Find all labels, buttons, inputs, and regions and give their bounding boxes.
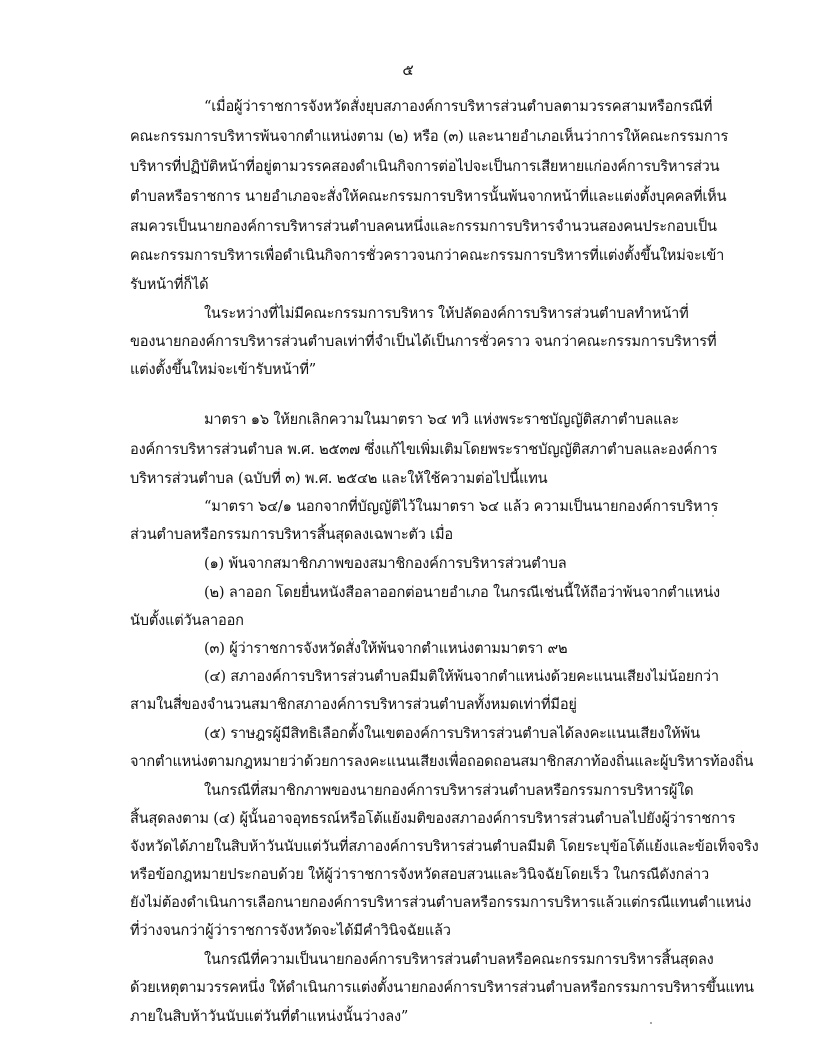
scan-speck bbox=[712, 515, 714, 517]
text-line: “เมื่อผู้ว่าราชการจังหวัดสั่งยุบสภาองค์การบริหารส่วนตำบลตามวรรคสามหรือกรณีที่ bbox=[204, 98, 713, 115]
text-line: สมควรเป็นนายกองค์การบริหารส่วนตำบลคนหนึ่งและกรรมการบริหารจำนวนสองคนประกอบเป็น bbox=[130, 218, 717, 235]
text-line: สามในสี่ของจำนวนสมาชิกสภาองค์การบริหารส่วนตำบลทั้งหมดเท่าที่มีอยู่ bbox=[130, 696, 577, 713]
text-line: จากตำแหน่งตามกฎหมายว่าด้วยการลงคะแนนเสียงเพื่อถอดถอนสมาชิกสภาท้องถิ่นและผู้บริหารท้องถิ่น bbox=[130, 753, 754, 770]
text-line: ตำบลหรือราชการ นายอำเภอจะสั่งให้คณะกรรมการบริหารนั้นพ้นจากหน้าที่และแต่งตั้งบุคคลที่เห็น bbox=[130, 188, 727, 205]
text-line: ยังไม่ต้องดำเนินการเลือกนายกองค์การบริหารส่วนตำบลหรือกรรมการบริหารแล้วแต่กรณีแทนตำแหน่ง bbox=[130, 894, 752, 911]
text-line: ในกรณีที่ความเป็นนายกองค์การบริหารส่วนตำบลหรือคณะกรรมการบริหารสิ้นสุดลง bbox=[204, 951, 714, 968]
text-line: คณะกรรมการบริหารเพื่อดำเนินกิจการชั่วคราวจนกว่าคณะกรรมการบริหารที่แต่งตั้งขึ้นใหม่จะเข้า bbox=[130, 247, 725, 264]
text-line: ภายในสิบห้าวันนับแต่วันที่ตำแหน่งนั้นว่างลง” bbox=[130, 1008, 409, 1025]
text-line: จังหวัดได้ภายในสิบห้าวันนับแต่วันที่สภาองค์การบริหารส่วนตำบลมีมติ โดยระบุข้อโต้แย้งและข้อเท็จจริง bbox=[130, 838, 759, 855]
text-line: (๔) สภาองค์การบริหารส่วนตำบลมีมติให้พ้นจากตำแหน่งด้วยคะแนนเสียงไม่น้อยกว่า bbox=[204, 668, 719, 685]
text-line: คณะกรรมการบริหารพ้นจากตำแหน่งตาม (๒) หรือ (๓) และนายอำเภอเห็นว่าการให้คณะกรรมการ bbox=[130, 128, 729, 145]
text-line: ที่ว่างจนกว่าผู้ว่าราชการจังหวัดจะได้มีคำวินิจฉัยแล้ว bbox=[130, 922, 451, 939]
text-line: ในกรณีที่สมาชิกภาพของนายกองค์การบริหารส่วนตำบลหรือกรรมการบริหารผู้ใด bbox=[204, 782, 694, 799]
text-line: รับหน้าที่ก็ได้ bbox=[130, 276, 209, 293]
text-line: ส่วนตำบลหรือกรรมการบริหารสิ้นสุดลงเฉพาะตัว เมื่อ bbox=[130, 526, 453, 543]
text-line: บริหารส่วนตำบล (ฉบับที่ ๓) พ.ศ. ๒๕๔๒ และให้ใช้ความต่อไปนี้แทน bbox=[130, 470, 548, 487]
scan-speck bbox=[650, 1022, 652, 1024]
text-line: ของนายกองค์การบริหารส่วนตำบลเท่าที่จำเป็นได้เป็นการชั่วคราว จนกว่าคณะกรรมการบริหารที่ bbox=[130, 333, 717, 350]
text-line: (๑) พ้นจากสมาชิกภาพของสมาชิกองค์การบริหารส่วนตำบล bbox=[204, 555, 567, 572]
page-number: ๕ bbox=[402, 61, 414, 79]
text-line: (๒) ลาออก โดยยื่นหนังสือลาออกต่อนายอำเภอ ในกรณีเช่นนี้ให้ถือว่าพ้นจากตำแหน่ง bbox=[204, 584, 720, 601]
text-line: องค์การบริหารส่วนตำบล พ.ศ. ๒๕๓๗ ซึ่งแก้ไขเพิ่มเติมโดยพระราชบัญญัติสภาตำบลและองค์การ bbox=[130, 441, 718, 458]
text-line: บริหารที่ปฏิบัติหน้าที่อยู่ตามวรรคสองดำเนินกิจการต่อไปจะเป็นการเสียหายแก่องค์การบริหารส่วน bbox=[130, 158, 720, 175]
text-line: นับตั้งแต่วันลาออก bbox=[130, 612, 244, 629]
text-line: ในระหว่างที่ไม่มีคณะกรรมการบริหาร ให้ปลัดองค์การบริหารส่วนตำบลทำหน้าที่ bbox=[204, 305, 689, 322]
text-line: สิ้นสุดลงตาม (๔) ผู้นั้นอาจอุทธรณ์หรือโต้แย้งมติของสภาองค์การบริหารส่วนตำบลไปยังผู้ว่าราชการ bbox=[130, 810, 736, 827]
text-line: ด้วยเหตุตามวรรคหนึ่ง ให้ดำเนินการแต่งตั้งนายกองค์การบริหารส่วนตำบลหรือกรรมการบริหารขึ้นแทน bbox=[130, 979, 754, 996]
text-line: แต่งตั้งขึ้นใหม่จะเข้ารับหน้าที่” bbox=[130, 361, 317, 378]
text-line: (๓) ผู้ว่าราชการจังหวัดสั่งให้พ้นจากตำแหน่งตามมาตรา ๙๒ bbox=[204, 640, 568, 657]
text-line: “มาตรา ๖๔/๑ นอกจากที่บัญญัติไว้ในมาตรา ๖๔ แล้ว ความเป็นนายกองค์การบริหาร bbox=[204, 498, 719, 515]
text-line: (๕) ราษฎรผู้มีสิทธิเลือกตั้งในเขตองค์การบริหารส่วนตำบลได้ลงคะแนนเสียงให้พ้น bbox=[204, 725, 700, 742]
text-line: หรือข้อกฎหมายประกอบด้วย ให้ผู้ว่าราชการจังหวัดสอบสวนและวินิจฉัยโดยเร็ว ในกรณีดังกล่าว bbox=[130, 866, 709, 883]
text-line: มาตรา ๑๖ ให้ยกเลิกความในมาตรา ๖๔ ทวิ แห่งพระราชบัญญัติสภาตำบลและ bbox=[204, 411, 679, 428]
